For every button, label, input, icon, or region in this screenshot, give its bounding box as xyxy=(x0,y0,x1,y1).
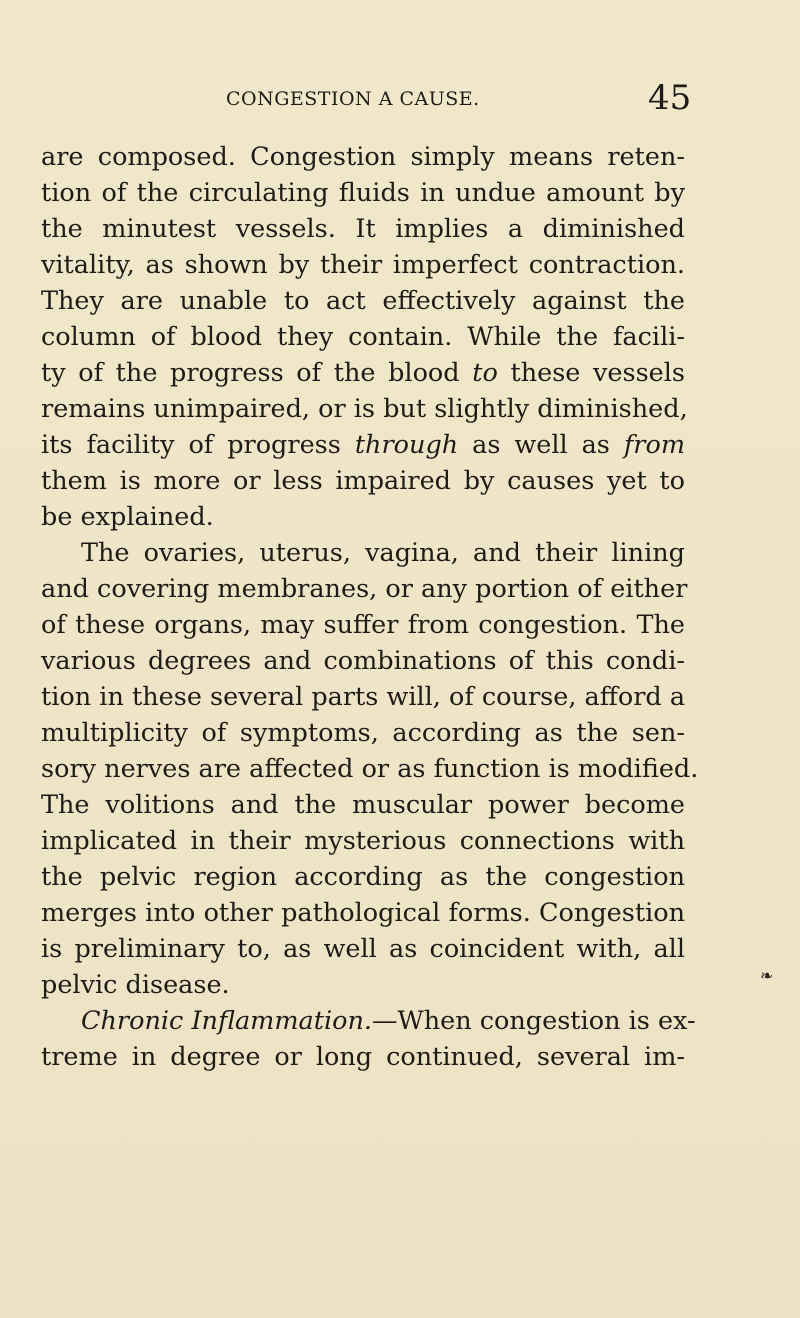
text-line-17: multiplicity of symptoms, according as the sen- xyxy=(41,718,685,748)
text-line-25: Chronic Inflammation.—When congestion is ex- xyxy=(81,1006,696,1036)
text-line-26: treme in degree or long continued, several im- xyxy=(41,1042,685,1072)
text-line-10: them is more or less impaired by causes yet to xyxy=(41,466,685,496)
text-line-14: of these organs, may suffer from congestion. The xyxy=(41,610,685,640)
text-line-24: pelvic disease. xyxy=(41,970,230,1000)
italic-from: from xyxy=(623,430,686,460)
text-line-18: sory nerves are affected or as function is modified. xyxy=(41,754,699,784)
text-line-9: its facility of progress through as well as from xyxy=(41,430,686,460)
text-line-15: various degrees and combinations of this condi- xyxy=(41,646,685,676)
italic-through: through xyxy=(354,430,459,460)
page-number: 45 xyxy=(648,78,692,118)
text-line-20: implicated in their mysterious connections with xyxy=(41,826,685,856)
section-heading-chronic-inflammation: Chronic Inflammation. xyxy=(81,1006,372,1036)
italic-to: to xyxy=(472,358,498,388)
text-line-12: The ovaries, uterus, vagina, and their lining xyxy=(81,538,685,568)
text-line-23: is preliminary to, as well as coincident with, all xyxy=(41,934,685,964)
text-line-7: ty of the progress of the blood to these vessels xyxy=(41,358,686,388)
text-line-4: vitality, as shown by their imperfect contraction. xyxy=(41,250,685,280)
text-line-16: tion in these several parts will, of course, afford a xyxy=(41,682,686,712)
text-line-11: be explained. xyxy=(41,502,214,532)
text-line-8: remains unimpaired, or is but slightly diminished, xyxy=(41,394,688,424)
margin-mark-icon: ❧ xyxy=(760,966,774,985)
running-title: CONGESTION A CAUSE. xyxy=(226,88,480,110)
text-line-6: column of blood they contain. While the facili- xyxy=(41,322,685,352)
text-line-22: merges into other pathological forms. Congestion xyxy=(41,898,685,928)
text-line-19: The volitions and the muscular power become xyxy=(41,790,685,820)
text-line-3: the minutest vessels. It implies a diminished xyxy=(41,214,685,244)
text-line-1: are composed. Congestion simply means reten- xyxy=(41,142,685,172)
text-line-13: and covering membranes, or any portion of either xyxy=(41,574,688,604)
text-line-2: tion of the circulating fluids in undue amount by xyxy=(41,178,685,208)
text-line-5: They are unable to act effectively against the xyxy=(41,286,685,316)
text-line-21: the pelvic region according as the congestion xyxy=(41,862,685,892)
